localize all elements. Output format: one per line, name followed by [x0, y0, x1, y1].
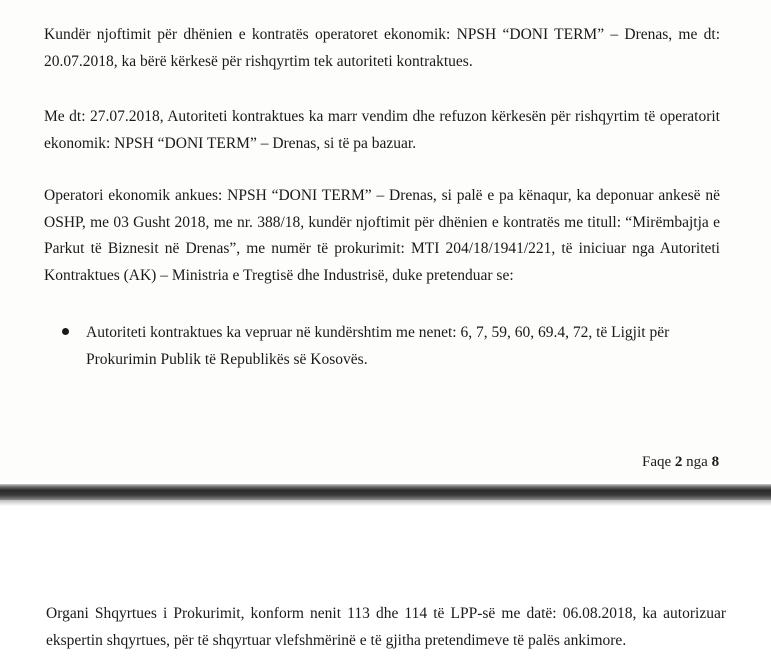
bullet-icon — [62, 328, 69, 335]
page-separator-shadow — [0, 500, 771, 506]
paragraph-osp-review: Organi Shqyrtues i Prokurimit, konform nenit 113 dhe 114 të LPP-së me datë: 06.08.2018, ka autorizuar ekspertin shqyrtues, për të shqyrtuar vlefshmërinë e të gjitha pretendimeve të palës ankimore. — [46, 605, 726, 649]
footer-total-pages: 8 — [711, 454, 720, 470]
page-footer — [642, 454, 719, 471]
footer-page-number: 2 — [674, 454, 683, 470]
bullet-text: Autoriteti kontraktues ka vepruar në kundërshtim me nenet: 6, 7, 59, 60, 69.4, 72, të Ligjit për Prokurimin Publik të Republikës së Kosovës. — [86, 324, 670, 368]
footer-middle: nga — [686, 454, 708, 470]
paragraph-ak-decision: Me dt: 27.07.2018, Autoriteti kontraktues ka marr vendim dhe refuzon kërkesën për rishqyrtim të operatorit ekonomik: NPSH “DONI TERM” – Drenas, si të pa bazuar. — [44, 108, 720, 152]
footer-prefix: Faqe — [642, 454, 672, 470]
paragraph-complaint: Operatori ekonomik ankues: NPSH “DONI TERM” – Drenas, si palë e pa kënaqur, ka deponuar ankesë në OSHP, me 03 Gusht 2018, me nr. 388/18, kundër njoftimit për dhënien e kontratës me titull: “Mirëmbajtja e Parkut të Biznesit në Drenas”, me numër të prokurimit: MTI 204/18/1941/221, të iniciuar nga Autoriteti Kontraktues (AK) – Ministria e Tregtisë dhe Industrisë, duke pretenduar se: — [44, 187, 720, 284]
page-separator — [0, 484, 771, 500]
paragraph-rishqyrtim-request: Kundër njoftimit për dhënien e kontratës operatoret ekonomik: NPSH “DONI TERM” – Drenas, me dt: 20.07.2018, ka bërë kërkesë për rishqyrtim tek autoriteti kontraktues. — [44, 26, 720, 70]
